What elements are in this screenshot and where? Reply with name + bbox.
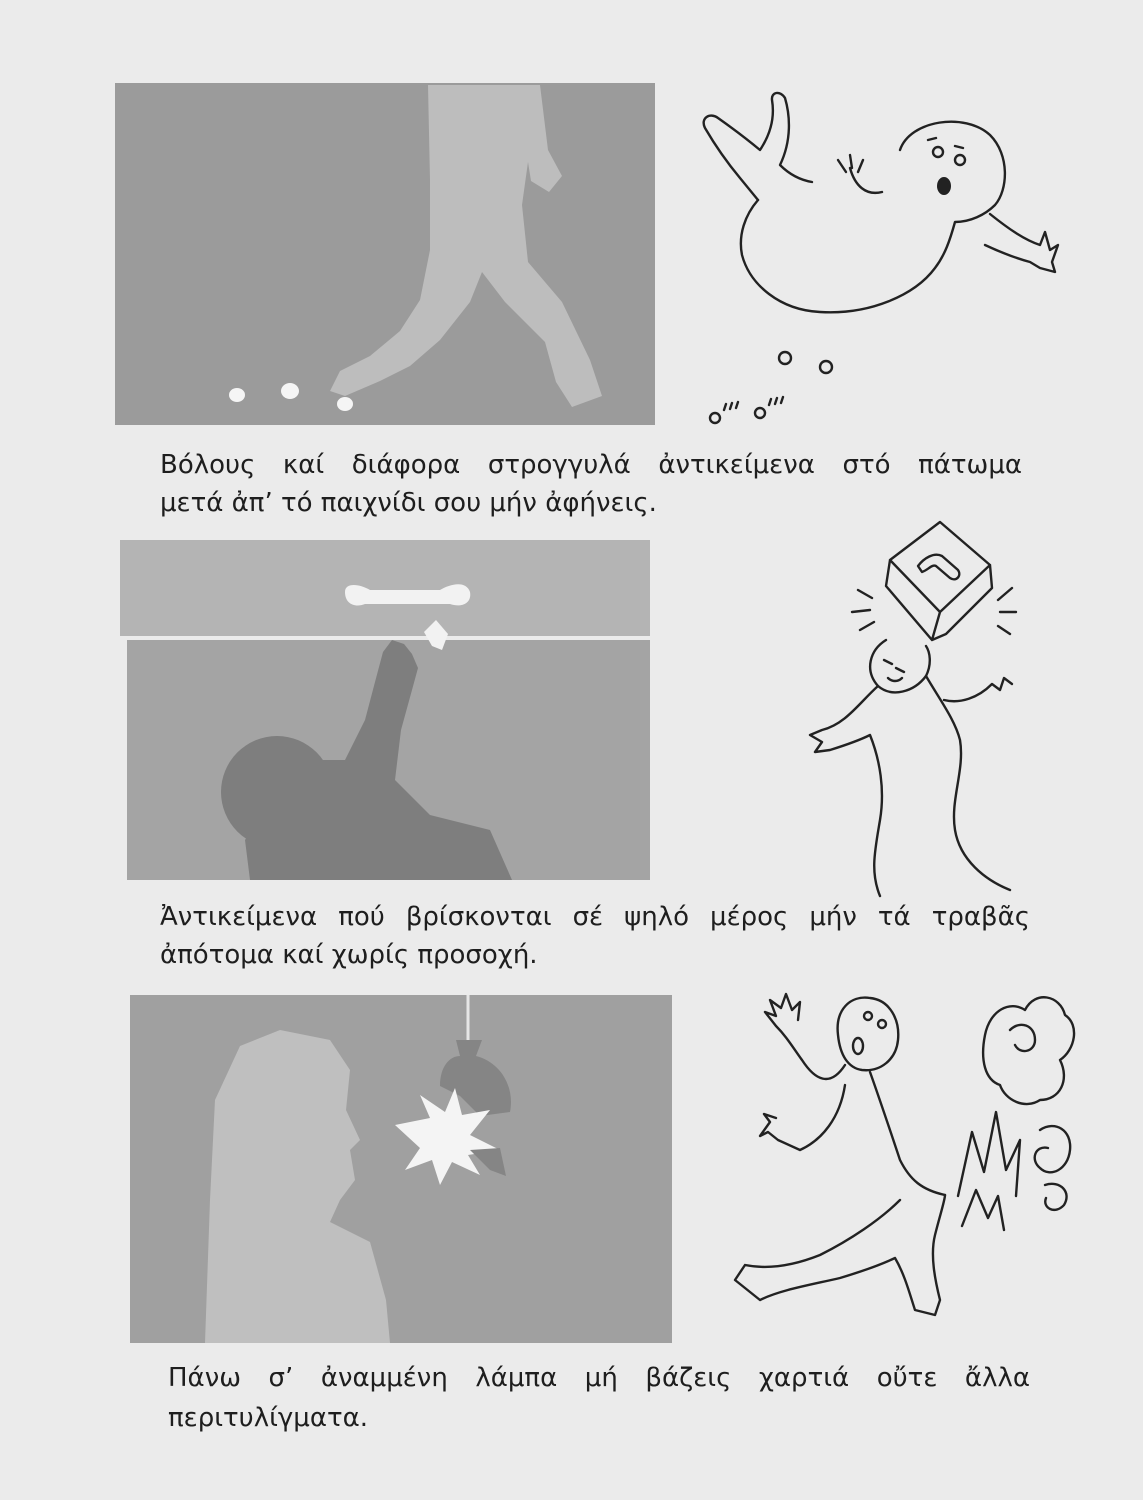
panel-2-illustration — [120, 540, 650, 880]
hit-man-head — [870, 640, 930, 692]
slipping-man-mouth — [937, 177, 951, 195]
hit-man-face — [884, 660, 904, 681]
rolling-marble-drawing — [710, 413, 720, 423]
caption-line: μετά ἀπ’ τό παιχνίδι σου μήν ἀφήνεις. — [160, 488, 657, 518]
impact-lines — [852, 588, 1016, 634]
flames-drawing — [983, 997, 1074, 1210]
burned-man-legs — [735, 1195, 945, 1315]
caption-marbles — [160, 446, 1022, 522]
marble — [281, 383, 299, 399]
falling-box-drawing — [886, 522, 992, 640]
slipping-man-eyebrows — [928, 138, 963, 148]
rolling-marble-drawing — [779, 352, 791, 364]
man-hit-by-box-drawing — [810, 522, 1016, 896]
falling-box-handle — [918, 555, 959, 580]
caption-line: Ἀντικείμενα πού βρίσκονται σέ ψηλό μέρος μήν τά τραβᾶς — [160, 902, 1030, 932]
caption-high-objects — [160, 898, 1030, 974]
burned-man-drawing — [735, 994, 1074, 1315]
burned-man-lower-arm — [760, 1085, 845, 1150]
hit-man-body — [810, 676, 1010, 896]
burned-man-head — [838, 998, 899, 1071]
burned-man-mouth — [853, 1038, 863, 1054]
rolling-marble-drawing — [820, 361, 832, 373]
hit-man-raised-arm — [944, 678, 1012, 701]
caption-line: Πάνω σ’ ἀναμμένη λάμπα μή βάζεις χαρτιά οὔτε ἄλλα — [168, 1363, 1030, 1393]
slipping-man-left-hand — [838, 155, 882, 193]
flame-tongues — [958, 1112, 1020, 1230]
panel-3-illustration — [130, 995, 672, 1343]
motion-ticks — [724, 397, 783, 410]
slipping-man-eye — [933, 147, 943, 157]
caption-line: περιτυλίγματα. — [168, 1403, 369, 1433]
box-on-shelf — [120, 540, 650, 636]
slipping-man-drawing — [704, 93, 1058, 423]
rolling-marble-drawing — [755, 408, 765, 418]
panel-1-illustration — [115, 83, 655, 425]
caption-line: ἀπότομα καί χωρίς προσοχή. — [160, 940, 538, 970]
caption-lamp — [168, 1358, 1030, 1438]
burned-man-body — [870, 1072, 945, 1195]
burned-man-eye — [864, 1012, 872, 1020]
slipping-man-right-arm — [985, 214, 1058, 272]
slipping-man-eye — [955, 155, 965, 165]
burned-man-raised-arm — [765, 994, 845, 1079]
burned-man-eye — [878, 1020, 886, 1028]
marble — [337, 397, 353, 411]
slipping-man-raised-leg — [704, 93, 812, 200]
caption-line: Βόλους καί διάφορα στρογγυλά ἀντικείμενα στό πάτωμα — [160, 450, 1022, 480]
marble — [229, 388, 245, 402]
slipping-man-body — [741, 122, 1005, 313]
